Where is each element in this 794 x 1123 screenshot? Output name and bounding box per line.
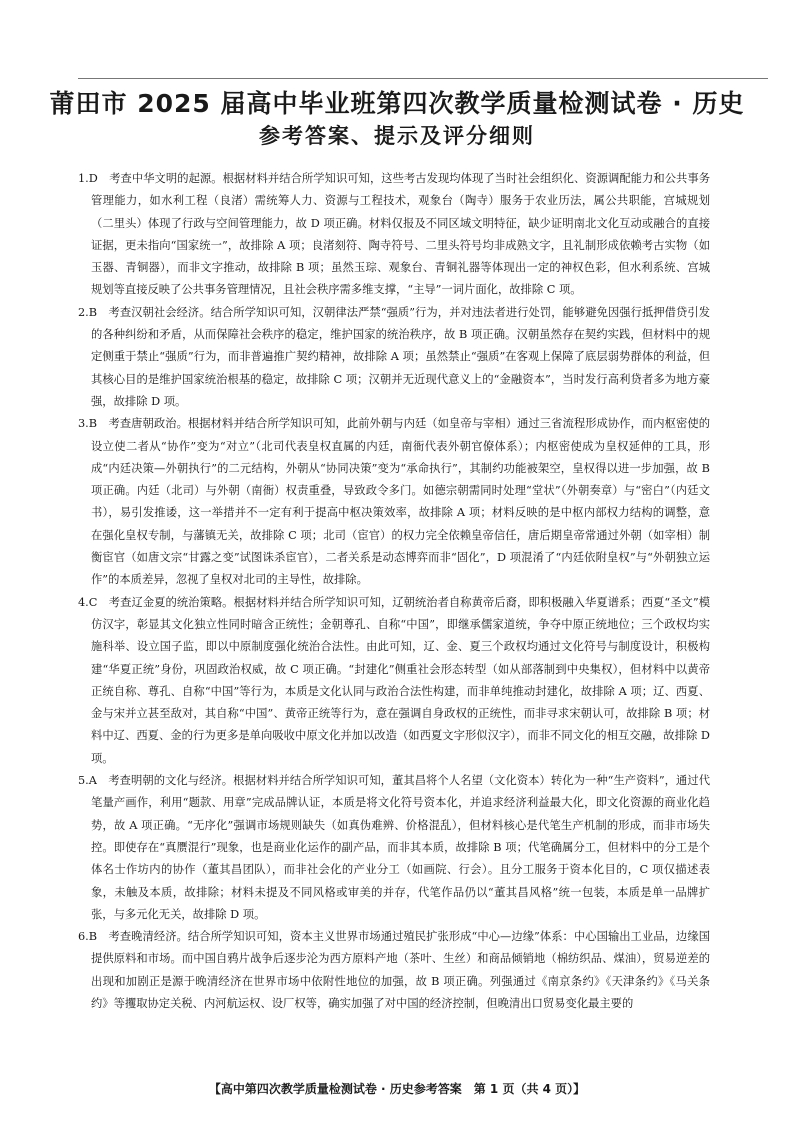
- top-divider: [78, 78, 768, 79]
- answer-item-5: 5.A 考查明朝的文化与经济。根据材料并结合所学知识可知，董其昌将个人名望（文化资本）转化为一种“生产资料”，通过代笔量产画作，利用“题款、用章”完成品牌认证，本质是将文化符号资本化，并追求经济利益最大化，即文化资源的商业化趋势，故 A 项正确。“无序化”强调市场规则缺失（如真伪难辨、价格混乱），但材料核心是代笔生产机制的形成，而非市场失控。即使存在“真赝混行”现象，也是商业化运作的副产品，而非其本质，故排除 B 项；代笔确属分工，但材料中的分工是个体名士作坊内的协作（董其昌团队），而非社会化的产业分工（如画院、行会）。且分工服务于资本化目的，C 项仅描述表象，未触及本质，故排除；材料未提及不同风格或审美的并存，代笔作品仍以“董其昌风格”统一包装，本质是单一品牌扩张，与多元化无关，故排除 D 项。: [78, 774, 710, 921]
- answer-item-1: 1.D 考查中华文明的起源。根据材料并结合所学知识可知，这些考古发现均体现了当时社会组织化、资源调配能力和公共事务管理能力，如水利工程（良渚）需统筹人力、资源与工程技术，观象台（陶寺）服务于农业历法，属公共职能，宫城规划（二里头）体现了行政与空间管理能力，故 D 项正确。材料仅报及不同区域文明特征，缺少证明南北文化互动或融合的直接证据，更未指向“国家统一”，故排除 A 项；良渚刻符、陶寺符号、二里头符号均非成熟文字，且礼制形成依赖考古实物（如玉器、青铜器），而非文字推动，故排除 B 项；虽然玉琮、观象台、青铜礼器等体现出一定的神权色彩，但水利系统、宫城规划等直接反映了公共事务管理情况，且社会秩序需多维支撑，“主导”一词片面化，故排除 C 项。: [78, 172, 710, 297]
- answer-item-6: 6.B 考查晚清经济。结合所学知识可知，资本主义世界市场通过殖民扩张形成“中心—边缘”体系：中心国输出工业品，边缘国提供原料和市场。而中国自鸦片战争后逐步沦为西方原料产地（茶叶、生丝）和商品倾销地（棉纺织品、煤油），贸易逆差的出现和加剧正是源于晚清经济在世界市场中依附性地位的加强，故 B 项正确。列强通过《南京条约》《天津条约》《马关条约》等攫取协定关税、内河航运权、设厂权等，确实加强了对中国的经济控制，但晚清出口贸易变化最主要的: [78, 930, 710, 1010]
- page-footer: 【高中第四次教学质量检测试卷 · 历史参考答案 第 1 页（共 4 页）】: [208, 1082, 586, 1096]
- page-title: 莆田市 2025 届高中毕业班第四次教学质量检测试卷 · 历史: [49, 89, 745, 118]
- answer-item-2: 2.B 考查汉朝社会经济。结合所学知识可知，汉朝律法严禁“强质”行为，并对违法者进行处罚，能够避免因强行抵押借贷引发的各种纠纷和矛盾，从而保障社会秩序的稳定，维护国家的统治秩序，故 B 项正确。汉朝虽然存在契约实践，但材料中的规定侧重于禁止“强质”行为，而非普遍推广契约精神，故排除 A 项；虽然禁止“强质”在客观上保障了底层弱势群体的利益，但其核心目的是维护国家统治根基的稳定，故排除 C 项；汉朝并无近现代意义上的“金融资本”，当时发行高利贷者多为地方豪强，故排除 D 项。: [78, 305, 710, 408]
- answer-body: [78, 168, 710, 1015]
- answer-item-3: 3.B 考查唐朝政治。根据材料并结合所学知识可知，此前外朝与内廷（如皇帝与宰相）通过三省流程形成协作，而内枢密使的设立使二者从“协作”变为“对立”（北司代表皇权直属的内廷，南衙代表外朝官僚体系）；内枢密使成为皇权延伸的工具，形成“内廷决策—外朝执行”的二元结构，外朝从“协同决策”变为“承命执行”，其制约功能被架空，皇权得以进一步加强，故 B 项正确。内廷（北司）与外朝（南衙）权责重叠，导致政令多门。如德宗朝需同时处理“堂状”（外朝奏章）与“密白”（内廷文书），易引发推诿，这一举措并不一定有利于提高中枢决策效率，故排除 A 项；材料反映的是中枢内部权力结构的调整，意在强化皇权专制，与藩镇无关，故排除 C 项；北司（宦官）的权力完全依赖皇帝信任，唐后期皇帝常通过外朝（如宰相）制衡宦官（如唐文宗“甘露之变”试图诛杀宦官），二者关系是动态博弈而非“固化”，D 项混淆了“内廷依附皇权”与“外朝独立运作”的本质差异，忽视了皇权对北司的主导性，故排除。: [78, 417, 710, 587]
- page-subtitle: 参考答案、提示及评分细则: [259, 124, 535, 148]
- answer-item-4: 4.C 考查辽金夏的统治策略。根据材料并结合所学知识可知，辽朝统治者自称黄帝后裔，即积极融入华夏谱系；西夏“圣文”模仿汉字，彰显其文化独立性同时暗含正统性；金朝尊孔、自称“中国”，即继承儒家道统，争夺中原正统地位；三个政权均实施科举、设立国子监，即以中原制度强化统治合法性。由此可知，辽、金、夏三个政权均通过文化符号与制度设计，积极构建“华夏正统”身份，巩固政治权威，故 C 项正确。“封建化”侧重社会形态转型（如从部落制到中央集权），但材料中以黄帝正统自称、尊孔、自称“中国”等行为，本质是文化认同与政治合法性构建，而非单纯推动封建化，故排除 A 项；辽、西夏、金与宋并立甚至敌对，其自称“中国”、黄帝正统等行为，意在强调自身政权的正统性，而非寻求宋朝认可，故排除 B 项；材料中辽、西夏、金的行为更多是单向吸收中原文化并加以改造（如西夏文字形似汉字），而非不同文化的相互交融，故排除 D 项。: [78, 595, 710, 765]
